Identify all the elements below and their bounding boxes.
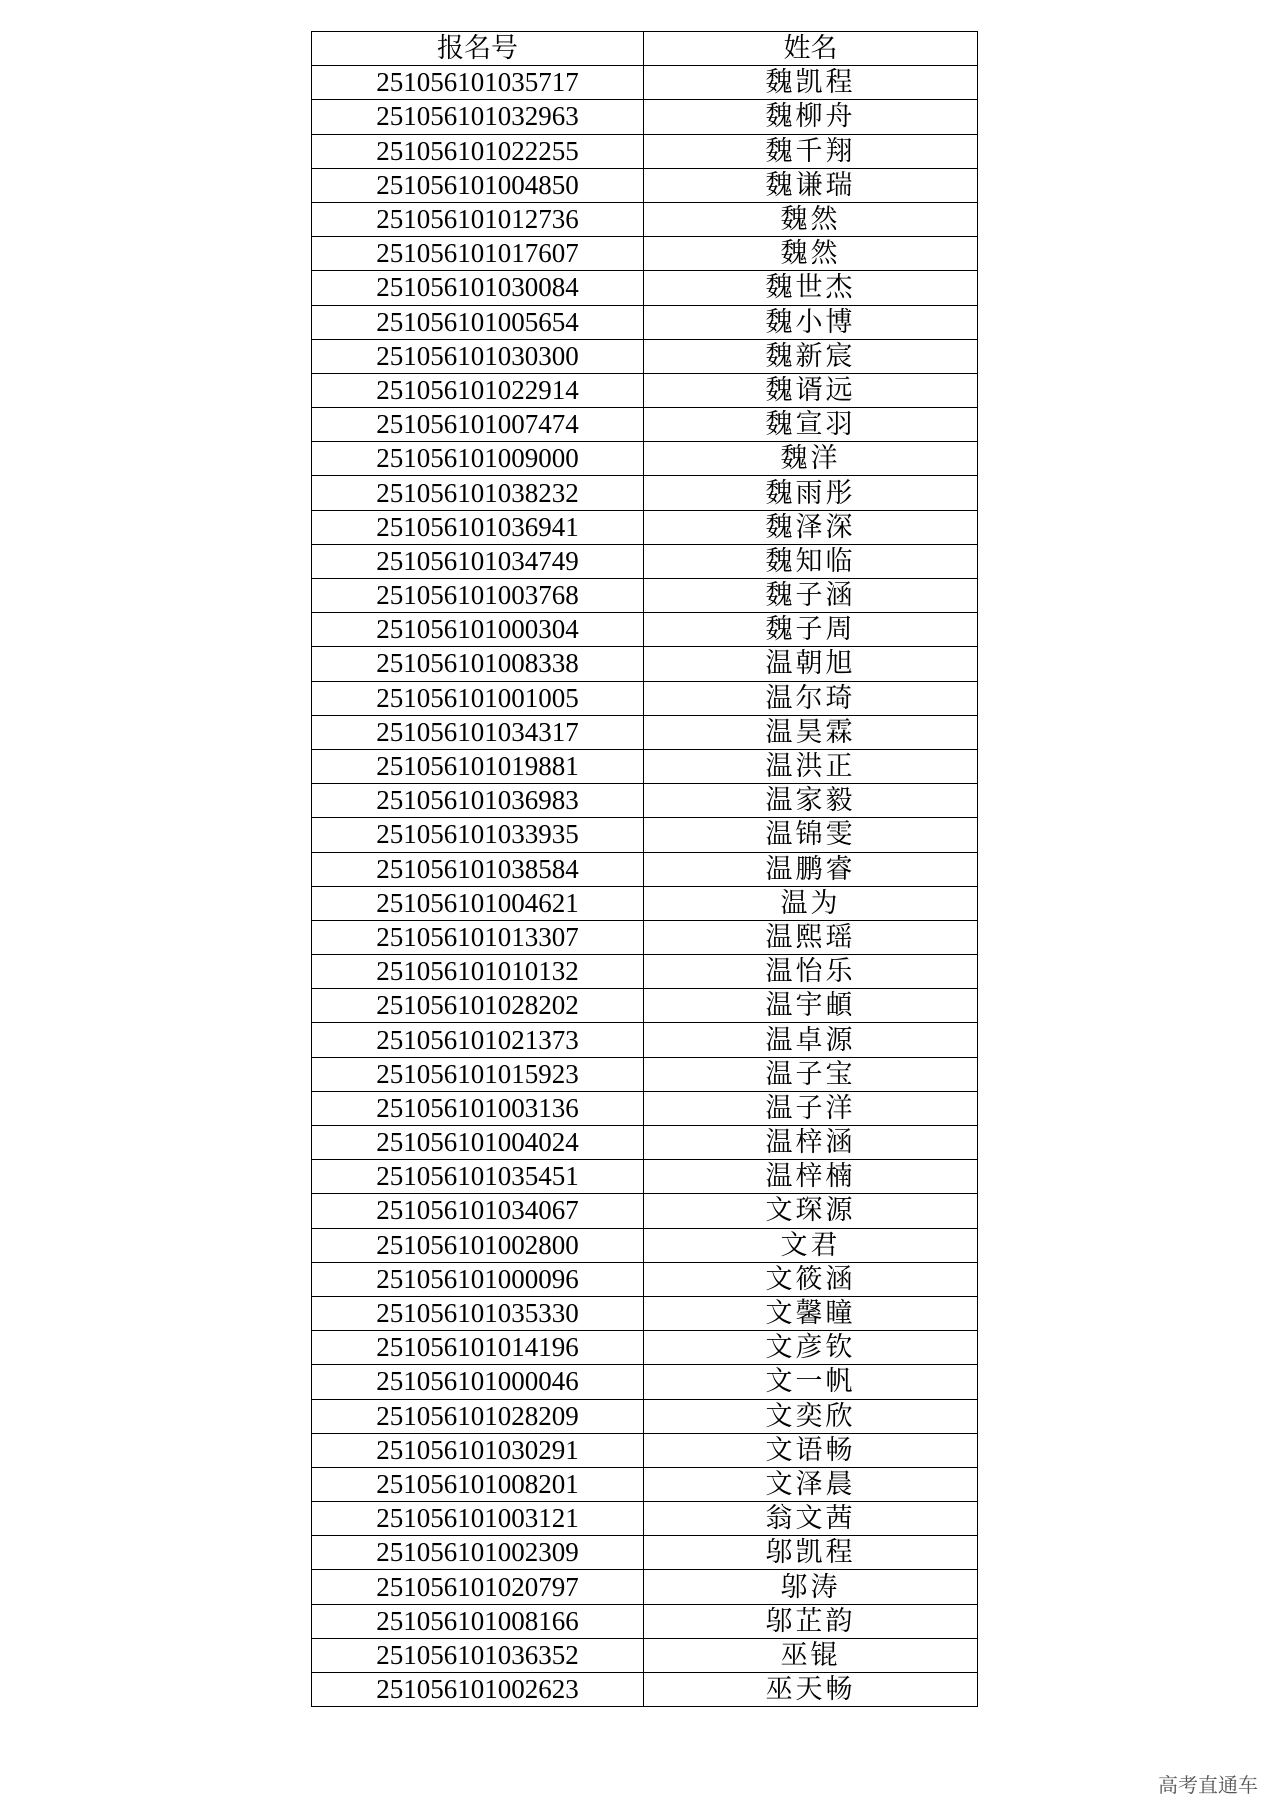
table-row xyxy=(312,100,978,134)
registration-number-cell: 251056101036983 xyxy=(312,784,644,818)
registration-number-cell: 251056101002623 xyxy=(312,1673,644,1707)
name-cell: 魏子涵 xyxy=(644,579,978,613)
roster-table xyxy=(311,31,978,1707)
registration-number-cell: 251056101000096 xyxy=(312,1262,644,1296)
table-row xyxy=(312,818,978,852)
name-cell: 魏柳舟 xyxy=(644,100,978,134)
name-cell: 温熙瑶 xyxy=(644,920,978,954)
registration-number-cell: 251056101003121 xyxy=(312,1502,644,1536)
table-row xyxy=(312,1228,978,1262)
registration-number-cell: 251056101015923 xyxy=(312,1057,644,1091)
header-registration-number: 报名号 xyxy=(312,32,644,66)
registration-number-cell: 251056101036941 xyxy=(312,510,644,544)
table-row xyxy=(312,647,978,681)
registration-number-cell: 251056101020797 xyxy=(312,1570,644,1604)
table-row xyxy=(312,373,978,407)
registration-number-cell: 251056101012736 xyxy=(312,202,644,236)
name-cell: 巫锟 xyxy=(644,1638,978,1672)
name-cell: 魏千翔 xyxy=(644,134,978,168)
table-row xyxy=(312,715,978,749)
table-row xyxy=(312,613,978,647)
table-row xyxy=(312,1194,978,1228)
table-row xyxy=(312,989,978,1023)
registration-number-cell: 251056101034317 xyxy=(312,715,644,749)
table-row xyxy=(312,1502,978,1536)
registration-number-cell: 251056101003136 xyxy=(312,1091,644,1125)
table-row xyxy=(312,1673,978,1707)
name-cell: 温梓涵 xyxy=(644,1126,978,1160)
table-row xyxy=(312,1160,978,1194)
table-row xyxy=(312,852,978,886)
registration-number-cell: 251056101022255 xyxy=(312,134,644,168)
name-cell: 文彦钦 xyxy=(644,1331,978,1365)
table-row xyxy=(312,544,978,578)
header-row xyxy=(312,32,978,66)
name-cell: 温朝旭 xyxy=(644,647,978,681)
name-cell: 温尔琦 xyxy=(644,681,978,715)
registration-number-cell: 251056101038232 xyxy=(312,476,644,510)
table-row xyxy=(312,202,978,236)
name-cell: 温昊霖 xyxy=(644,715,978,749)
name-cell: 魏泽深 xyxy=(644,510,978,544)
name-cell: 魏然 xyxy=(644,202,978,236)
table-row xyxy=(312,955,978,989)
name-cell: 邬芷韵 xyxy=(644,1604,978,1638)
name-cell: 魏谦瑞 xyxy=(644,168,978,202)
registration-number-cell: 251056101010132 xyxy=(312,955,644,989)
registration-number-cell: 251056101002309 xyxy=(312,1536,644,1570)
name-cell: 文语畅 xyxy=(644,1433,978,1467)
table-row xyxy=(312,1570,978,1604)
table-row xyxy=(312,1433,978,1467)
registration-number-cell: 251056101035330 xyxy=(312,1296,644,1330)
registration-number-cell: 251056101022914 xyxy=(312,373,644,407)
table-row xyxy=(312,784,978,818)
table-body xyxy=(312,66,978,1707)
registration-number-cell: 251056101030291 xyxy=(312,1433,644,1467)
registration-number-cell: 251056101030300 xyxy=(312,339,644,373)
table-row xyxy=(312,1399,978,1433)
table-row xyxy=(312,1262,978,1296)
name-cell: 温子宝 xyxy=(644,1057,978,1091)
registration-number-cell: 251056101028209 xyxy=(312,1399,644,1433)
table-row xyxy=(312,408,978,442)
name-cell: 温卓源 xyxy=(644,1023,978,1057)
registration-number-cell: 251056101030084 xyxy=(312,271,644,305)
name-cell: 魏宣羽 xyxy=(644,408,978,442)
table-row xyxy=(312,579,978,613)
name-cell: 温锦雯 xyxy=(644,818,978,852)
name-cell: 温怡乐 xyxy=(644,955,978,989)
name-cell: 魏雨彤 xyxy=(644,476,978,510)
registration-number-cell: 251056101000046 xyxy=(312,1365,644,1399)
registration-number-cell: 251056101003768 xyxy=(312,579,644,613)
table-row xyxy=(312,476,978,510)
registration-number-cell: 251056101008201 xyxy=(312,1467,644,1501)
name-cell: 魏小博 xyxy=(644,305,978,339)
name-cell: 文奕欣 xyxy=(644,1399,978,1433)
registration-number-cell: 251056101007474 xyxy=(312,408,644,442)
name-cell: 文一帆 xyxy=(644,1365,978,1399)
name-cell: 魏谞远 xyxy=(644,373,978,407)
watermark: 高考直通车 xyxy=(1158,1773,1258,1797)
table-row xyxy=(312,1126,978,1160)
registration-number-cell: 251056101004024 xyxy=(312,1126,644,1160)
name-cell: 温鹏睿 xyxy=(644,852,978,886)
name-cell: 魏凯程 xyxy=(644,66,978,100)
name-cell: 文泽晨 xyxy=(644,1467,978,1501)
table-row xyxy=(312,1638,978,1672)
registration-number-cell: 251056101033935 xyxy=(312,818,644,852)
registration-number-cell: 251056101036352 xyxy=(312,1638,644,1672)
registration-number-cell: 251056101021373 xyxy=(312,1023,644,1057)
name-cell: 邬涛 xyxy=(644,1570,978,1604)
table-row xyxy=(312,681,978,715)
name-cell: 魏洋 xyxy=(644,442,978,476)
table-row xyxy=(312,1296,978,1330)
table-row xyxy=(312,168,978,202)
name-cell: 魏知临 xyxy=(644,544,978,578)
table-row xyxy=(312,1023,978,1057)
name-cell: 温子洋 xyxy=(644,1091,978,1125)
name-cell: 温为 xyxy=(644,886,978,920)
table-row xyxy=(312,237,978,271)
name-cell: 文琛源 xyxy=(644,1194,978,1228)
table-row xyxy=(312,1057,978,1091)
registration-number-cell: 251056101008166 xyxy=(312,1604,644,1638)
table-row xyxy=(312,339,978,373)
registration-number-cell: 251056101014196 xyxy=(312,1331,644,1365)
table-row xyxy=(312,1604,978,1638)
registration-number-cell: 251056101035717 xyxy=(312,66,644,100)
table-row xyxy=(312,271,978,305)
table-row xyxy=(312,920,978,954)
registration-number-cell: 251056101032963 xyxy=(312,100,644,134)
registration-number-cell: 251056101034067 xyxy=(312,1194,644,1228)
name-cell: 魏新宸 xyxy=(644,339,978,373)
table-row xyxy=(312,66,978,100)
name-cell: 文君 xyxy=(644,1228,978,1262)
name-cell: 温洪正 xyxy=(644,749,978,783)
registration-number-cell: 251056101013307 xyxy=(312,920,644,954)
table-row xyxy=(312,510,978,544)
name-cell: 邬凯程 xyxy=(644,1536,978,1570)
name-cell: 魏世杰 xyxy=(644,271,978,305)
registration-number-cell: 251056101000304 xyxy=(312,613,644,647)
table-row xyxy=(312,305,978,339)
name-cell: 温家毅 xyxy=(644,784,978,818)
name-cell: 文筱涵 xyxy=(644,1262,978,1296)
name-cell: 魏子周 xyxy=(644,613,978,647)
table-row xyxy=(312,1365,978,1399)
name-cell: 魏然 xyxy=(644,237,978,271)
table-row xyxy=(312,1331,978,1365)
registration-number-cell: 251056101017607 xyxy=(312,237,644,271)
registration-number-cell: 251056101004850 xyxy=(312,168,644,202)
table-row xyxy=(312,1467,978,1501)
table-row xyxy=(312,1536,978,1570)
table-row xyxy=(312,749,978,783)
name-cell: 巫天畅 xyxy=(644,1673,978,1707)
registration-number-cell: 251056101034749 xyxy=(312,544,644,578)
registration-number-cell: 251056101002800 xyxy=(312,1228,644,1262)
table-row xyxy=(312,134,978,168)
name-cell: 翁文茜 xyxy=(644,1502,978,1536)
registration-number-cell: 251056101028202 xyxy=(312,989,644,1023)
registration-number-cell: 251056101005654 xyxy=(312,305,644,339)
registration-number-cell: 251056101001005 xyxy=(312,681,644,715)
name-cell: 文馨瞳 xyxy=(644,1296,978,1330)
registration-number-cell: 251056101009000 xyxy=(312,442,644,476)
registration-number-cell: 251056101019881 xyxy=(312,749,644,783)
registration-number-cell: 251056101035451 xyxy=(312,1160,644,1194)
registration-number-cell: 251056101038584 xyxy=(312,852,644,886)
registration-number-cell: 251056101008338 xyxy=(312,647,644,681)
registration-number-cell: 251056101004621 xyxy=(312,886,644,920)
name-cell: 温梓楠 xyxy=(644,1160,978,1194)
header-name: 姓名 xyxy=(644,32,978,66)
table-row xyxy=(312,442,978,476)
name-cell: 温宇頔 xyxy=(644,989,978,1023)
table-row xyxy=(312,886,978,920)
table-row xyxy=(312,1091,978,1125)
